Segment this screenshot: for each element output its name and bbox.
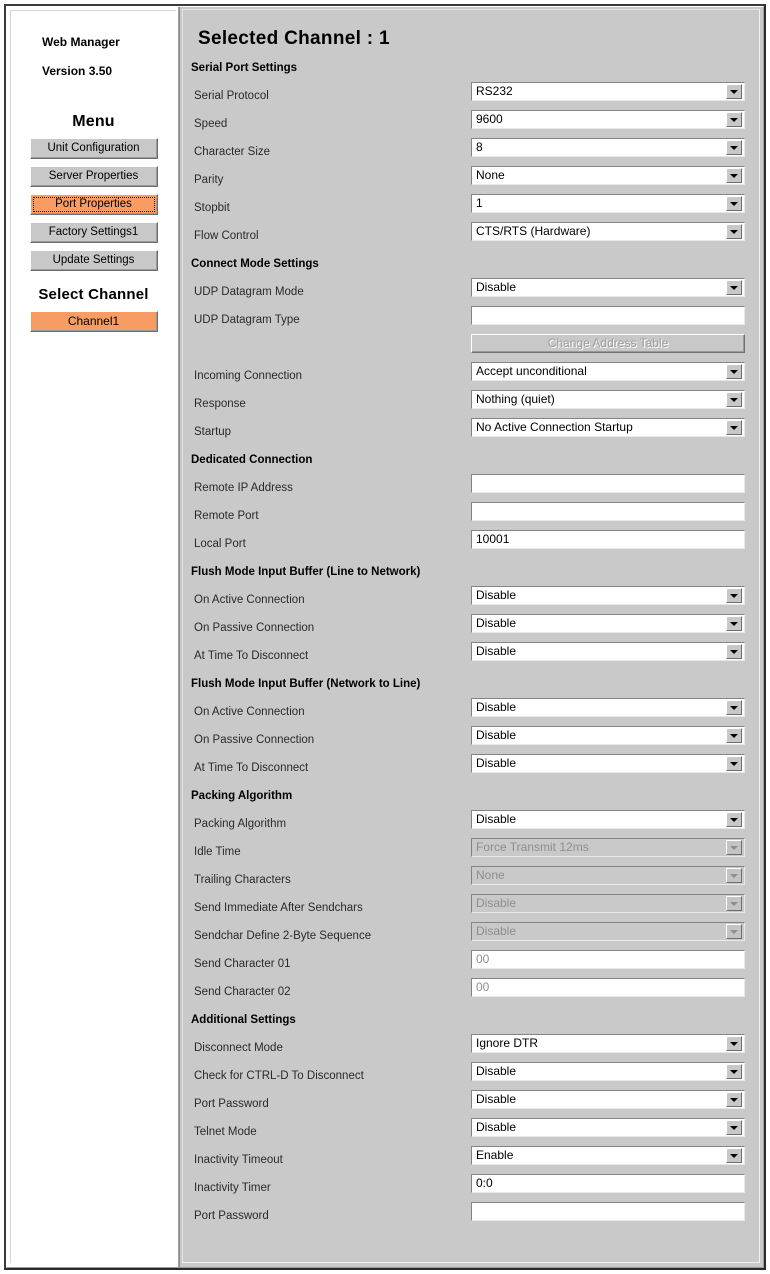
menu-button-label: Server Properties — [48, 170, 139, 182]
chevron-down-icon[interactable] — [726, 616, 742, 631]
field-label-stopbit: Stopbit — [194, 202, 230, 214]
field-label-remote-ip-address: Remote IP Address — [194, 482, 293, 494]
field-label-port-password: Port Password — [194, 1098, 269, 1110]
select-character-size[interactable] — [471, 138, 745, 157]
select-value: Disable — [476, 812, 517, 826]
field-label-sendchar-define-2-byte-sequence: Sendchar Define 2-Byte Sequence — [194, 930, 372, 942]
select-value: 8 — [476, 140, 483, 154]
select-value: Disable — [476, 1064, 517, 1078]
chevron-down-icon[interactable] — [726, 700, 742, 715]
field-label-incoming-connection: Incoming Connection — [194, 370, 303, 382]
select-trailing-characters — [471, 866, 745, 885]
menu-button-unit-configuration[interactable] — [30, 138, 158, 159]
menu-list — [11, 138, 176, 271]
menu-button-update-settings[interactable] — [30, 250, 158, 271]
menu-heading: Menu — [72, 113, 115, 130]
field-label-inactivity-timeout: Inactivity Timeout — [194, 1154, 283, 1166]
select-value: Disable — [476, 1092, 517, 1106]
text-input-port-password[interactable] — [471, 1202, 745, 1221]
field-label-flow-control: Flow Control — [194, 230, 259, 242]
select-at-time-to-disconnect[interactable] — [471, 754, 745, 773]
menu-button-label: Unit Configuration — [47, 142, 140, 154]
channel-button-wrap — [11, 311, 176, 332]
select-on-passive-connection[interactable] — [471, 614, 745, 633]
chevron-down-icon — [726, 868, 742, 883]
chevron-down-icon[interactable] — [726, 168, 742, 183]
field-label-inactivity-timer: Inactivity Timer — [194, 1182, 271, 1194]
select-value: None — [476, 168, 505, 182]
field-label-check-for-ctrl-d-to-disconnect: Check for CTRL-D To Disconnect — [194, 1070, 364, 1082]
chevron-down-icon[interactable] — [726, 728, 742, 743]
section-heading-flush-mode-input-buffer-line-to-network: Flush Mode Input Buffer (Line to Network) — [191, 566, 421, 578]
section-heading-serial-port-settings: Serial Port Settings — [191, 62, 298, 74]
select-value: RS232 — [476, 84, 513, 98]
select-value: Disable — [476, 644, 517, 658]
field-label-character-size: Character Size — [194, 146, 271, 158]
main-panel — [179, 7, 763, 1267]
menu-button-wrap — [11, 194, 176, 215]
select-on-active-connection[interactable] — [471, 698, 745, 717]
brand-title: Web Manager — [42, 35, 120, 49]
chevron-down-icon[interactable] — [726, 112, 742, 127]
text-input-local-port[interactable]: 10001 — [471, 530, 745, 549]
select-stopbit[interactable] — [471, 194, 745, 213]
chevron-down-icon[interactable] — [726, 196, 742, 211]
section-heading-additional-settings: Additional Settings — [191, 1014, 296, 1026]
select-idle-time — [471, 838, 745, 857]
field-label-disconnect-mode: Disconnect Mode — [194, 1042, 283, 1054]
select-value: Disable — [476, 588, 517, 602]
menu-button-factory-settings1[interactable] — [30, 222, 158, 243]
select-inactivity-timeout[interactable] — [471, 1146, 745, 1165]
select-value: Force Transmit 12ms — [476, 840, 589, 854]
select-speed[interactable] — [471, 110, 745, 129]
select-value: Enable — [476, 1148, 514, 1162]
main-panel-inner — [182, 9, 760, 1263]
field-label-send-character-01: Send Character 01 — [194, 958, 291, 970]
field-label-udp-datagram-mode: UDP Datagram Mode — [194, 286, 304, 298]
select-value: CTS/RTS (Hardware) — [476, 224, 591, 238]
chevron-down-icon[interactable] — [726, 1036, 742, 1051]
select-startup[interactable] — [471, 418, 745, 437]
field-label-on-passive-connection: On Passive Connection — [194, 734, 315, 746]
select-check-for-ctrl-d-to-disconnect[interactable] — [471, 1062, 745, 1081]
section-heading-connect-mode-settings: Connect Mode Settings — [191, 258, 319, 270]
chevron-down-icon[interactable] — [726, 140, 742, 155]
select-value: Disable — [476, 924, 517, 938]
field-label-send-character-02: Send Character 02 — [194, 986, 291, 998]
menu-button-port-properties[interactable] — [30, 194, 158, 215]
field-label-on-passive-connection: On Passive Connection — [194, 622, 315, 634]
field-label-local-port: Local Port — [194, 538, 246, 550]
chevron-down-icon[interactable] — [726, 644, 742, 659]
menu-button-label: Update Settings — [52, 254, 135, 266]
sidebar — [7, 7, 179, 1267]
application-window — [4, 4, 766, 1270]
channel-button-label: Channel1 — [67, 314, 120, 328]
menu-button-label: Port Properties — [55, 198, 132, 210]
select-disconnect-mode[interactable] — [471, 1034, 745, 1053]
section-heading-dedicated-connection: Dedicated Connection — [191, 454, 313, 466]
select-value: Disable — [476, 1120, 517, 1134]
section-heading-packing-algorithm: Packing Algorithm — [191, 790, 293, 802]
page-title: Selected Channel : 1 — [198, 28, 390, 49]
text-input-remote-port[interactable] — [471, 502, 745, 521]
text-input-send-character-01: 00 — [471, 950, 745, 969]
chevron-down-icon[interactable] — [726, 392, 742, 407]
chevron-down-icon[interactable] — [726, 1092, 742, 1107]
field-label-startup: Startup — [194, 426, 232, 438]
select-value: Ignore DTR — [476, 1036, 539, 1050]
select-parity[interactable] — [471, 166, 745, 185]
field-label-udp-datagram-type: UDP Datagram Type — [194, 314, 300, 326]
field-label-packing-algorithm: Packing Algorithm — [194, 818, 287, 830]
field-label-port-password: Port Password — [194, 1210, 269, 1222]
button-change-address-table: Change Address Table — [471, 334, 745, 353]
chevron-down-icon[interactable] — [726, 756, 742, 771]
field-label-parity: Parity — [194, 174, 224, 186]
select-telnet-mode[interactable] — [471, 1118, 745, 1137]
field-label-at-time-to-disconnect: At Time To Disconnect — [194, 762, 309, 774]
chevron-down-icon[interactable] — [726, 84, 742, 99]
select-value: Disable — [476, 280, 517, 294]
select-channel-heading: Select Channel — [38, 286, 149, 303]
chevron-down-icon — [726, 896, 742, 911]
channel-button-channel1[interactable] — [30, 311, 158, 332]
select-send-immediate-after-sendchars — [471, 894, 745, 913]
menu-button-wrap — [11, 138, 176, 159]
field-label-speed: Speed — [194, 118, 228, 130]
chevron-down-icon[interactable] — [726, 1148, 742, 1163]
select-value: Disable — [476, 616, 517, 630]
select-value: Disable — [476, 728, 517, 742]
select-value: Accept unconditional — [476, 364, 587, 378]
chevron-down-icon — [726, 924, 742, 939]
field-label-remote-port: Remote Port — [194, 510, 259, 522]
sidebar-content — [10, 10, 176, 1263]
select-port-password[interactable] — [471, 1090, 745, 1109]
select-value: Nothing (quiet) — [476, 392, 555, 406]
field-label-telnet-mode: Telnet Mode — [194, 1126, 257, 1138]
menu-button-server-properties[interactable] — [30, 166, 158, 187]
window-inner-bevel — [6, 6, 764, 1268]
select-value: 9600 — [476, 112, 503, 126]
chevron-down-icon[interactable] — [726, 1120, 742, 1135]
field-label-at-time-to-disconnect: At Time To Disconnect — [194, 650, 309, 662]
text-input-remote-ip-address[interactable] — [471, 474, 745, 493]
field-label-on-active-connection: On Active Connection — [194, 594, 305, 606]
select-value: Disable — [476, 896, 517, 910]
chevron-down-icon[interactable] — [726, 224, 742, 239]
select-udp-datagram-mode[interactable] — [471, 278, 745, 297]
select-value: Disable — [476, 700, 517, 714]
select-flow-control[interactable] — [471, 222, 745, 241]
chevron-down-icon[interactable] — [726, 1064, 742, 1079]
chevron-down-icon[interactable] — [726, 364, 742, 379]
menu-button-wrap — [11, 222, 176, 243]
select-on-passive-connection[interactable] — [471, 726, 745, 745]
field-label-send-immediate-after-sendchars: Send Immediate After Sendchars — [194, 902, 363, 914]
field-label-idle-time: Idle Time — [194, 846, 241, 858]
select-on-active-connection[interactable] — [471, 586, 745, 605]
settings-form — [183, 62, 759, 1262]
text-input-inactivity-timer[interactable]: 0:0 — [471, 1174, 745, 1193]
field-label-response: Response — [194, 398, 246, 410]
select-value: None — [476, 868, 505, 882]
select-value: No Active Connection Startup — [476, 420, 633, 434]
select-value: 1 — [476, 196, 483, 210]
field-label-trailing-characters: Trailing Characters — [194, 874, 291, 886]
select-incoming-connection[interactable] — [471, 362, 745, 381]
text-input-udp-datagram-type[interactable] — [471, 306, 745, 325]
field-label-on-active-connection: On Active Connection — [194, 706, 305, 718]
menu-button-wrap — [11, 166, 176, 187]
chevron-down-icon — [726, 840, 742, 855]
select-value: Disable — [476, 756, 517, 770]
chevron-down-icon[interactable] — [726, 812, 742, 827]
chevron-down-icon[interactable] — [726, 588, 742, 603]
select-response[interactable] — [471, 390, 745, 409]
select-at-time-to-disconnect[interactable] — [471, 642, 745, 661]
chevron-down-icon[interactable] — [726, 420, 742, 435]
text-input-send-character-02: 00 — [471, 978, 745, 997]
menu-button-label: Factory Settings1 — [48, 226, 139, 238]
select-sendchar-define-2-byte-sequence — [471, 922, 745, 941]
select-packing-algorithm[interactable] — [471, 810, 745, 829]
menu-button-wrap — [11, 250, 176, 271]
brand-version: Version 3.50 — [42, 64, 113, 78]
section-heading-flush-mode-input-buffer-network-to-line: Flush Mode Input Buffer (Network to Line) — [191, 678, 421, 690]
chevron-down-icon[interactable] — [726, 280, 742, 295]
field-label-serial-protocol: Serial Protocol — [194, 90, 269, 102]
select-serial-protocol[interactable] — [471, 82, 745, 101]
